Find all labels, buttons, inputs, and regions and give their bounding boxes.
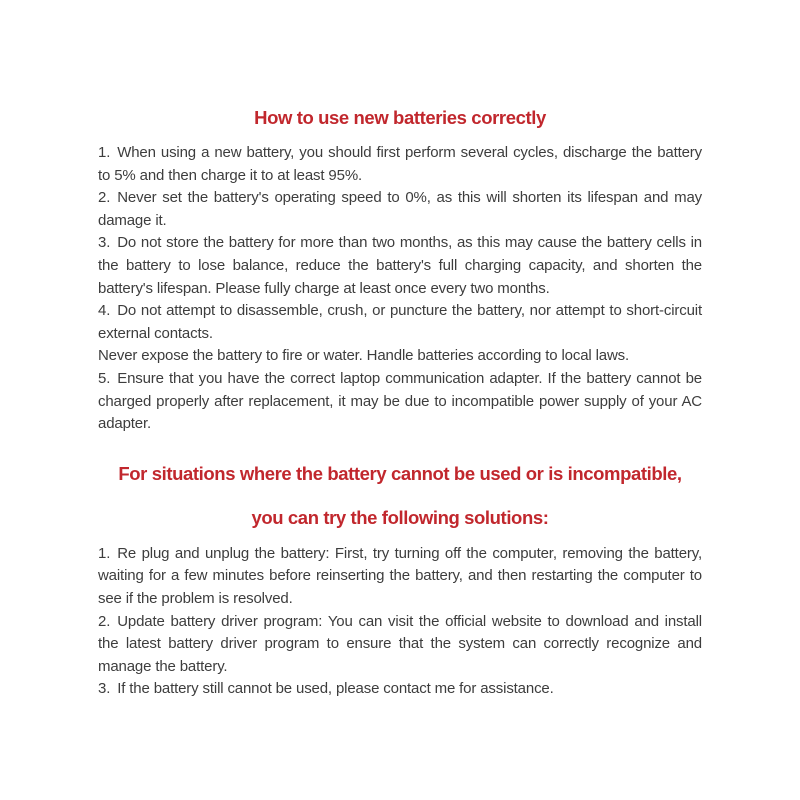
item-number: 1. — [98, 144, 111, 161]
item-text: Do not store the battery for more than two months, as this may cause the battery cells in the battery to lose balance, reduce the battery's full charging capacity, and shorten the battery's lifespan. Please fully charge at least once every two months. — [98, 234, 702, 297]
solution-item — [98, 543, 702, 611]
instruction-item — [98, 368, 702, 436]
item-number: 2. — [98, 189, 111, 207]
instruction-item — [98, 187, 702, 232]
item-text: Re plug and unplug the battery: First, try turning off the computer, removing the battery, waiting for a few minutes before reinserting the battery, and then restarting the computer to see if the problem is resolved. — [98, 544, 702, 607]
instruction-item — [98, 300, 702, 345]
section2-heading-line1: For situations where the battery cannot be used or is incompatible, — [118, 462, 682, 484]
item-text: Never expose the battery to fire or water. Handle batteries according to local laws. — [98, 347, 630, 365]
section1-instruction-list — [98, 142, 702, 436]
item-text: Update battery driver program: You can visit the official website to download and install the latest battery driver program to ensure that the system can correctly recognize and manage the battery. — [98, 612, 702, 675]
item-number: 1. — [98, 544, 111, 562]
section2-heading-line2: you can try the following solutions: — [251, 506, 549, 528]
item-text: Do not attempt to disassemble, crush, or puncture the battery, nor attempt to short-circuit external contacts. — [98, 302, 702, 342]
instruction-item — [98, 142, 702, 187]
item-text: Never set the battery's operating speed to 0%, as this will shorten its lifespan and may damage it. — [98, 189, 702, 229]
item-text: When using a new battery, you should first perform several cycles, discharge the battery to 5% and then charge it to at least 95%. — [98, 144, 702, 184]
section1-heading: How to use new batteries correctly — [254, 107, 546, 128]
item-number: 5. — [98, 369, 111, 387]
item-number: 3. — [98, 234, 111, 252]
instruction-item — [98, 345, 702, 368]
section2-solution-list — [98, 543, 702, 701]
item-number: 2. — [98, 612, 111, 630]
solution-item — [98, 678, 702, 701]
item-number: 4. — [98, 302, 111, 320]
item-text: Ensure that you have the correct laptop communication adapter. If the battery cannot be charged properly after replacement, it may be due to incompatible power supply of your AC adapter. — [98, 369, 702, 433]
solution-item — [98, 611, 702, 679]
item-number: 3. — [98, 680, 111, 698]
instruction-item — [98, 232, 702, 300]
item-text: If the battery still cannot be used, please contact me for assistance. — [117, 680, 554, 698]
